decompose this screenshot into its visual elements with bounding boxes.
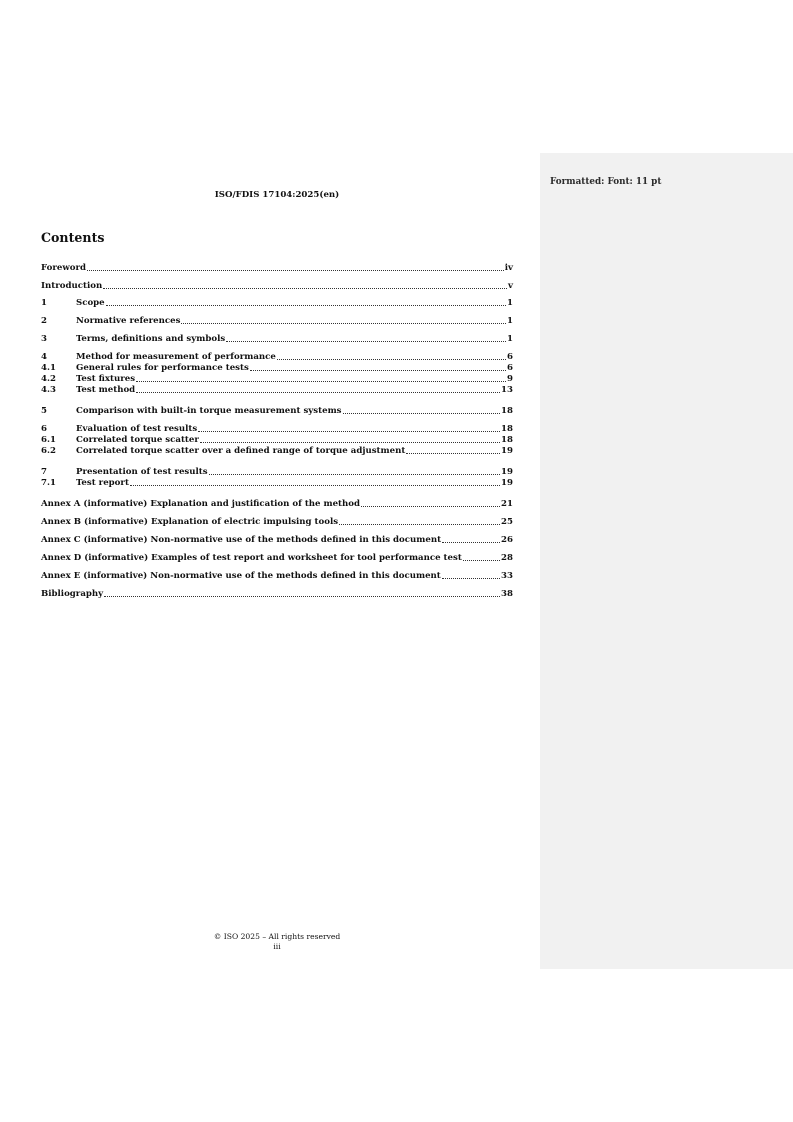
toc-entry-title: Annex B (informative) Explanation of electric impulsing tools [41, 517, 339, 527]
dot-leader [463, 560, 500, 561]
comments-pane [540, 153, 793, 969]
toc-entry[interactable] [41, 373, 513, 384]
dot-leader [361, 506, 500, 507]
toc-entry-title: Normative references [76, 316, 181, 326]
dot-leader [406, 453, 500, 454]
document-identifier: ISO/FDIS 17104:2025(en) [214, 190, 340, 200]
toc-entry-title: Annex D (informative) Examples of test report and worksheet for tool performance test [41, 553, 462, 563]
toc-entry-page: iv [504, 263, 513, 273]
toc-entry-title: Correlated torque scatter [76, 435, 199, 445]
toc-entry[interactable] [41, 466, 513, 477]
toc-entry-page: 18 [501, 424, 513, 434]
dot-leader [136, 381, 506, 382]
toc-entry-number: 6.1 [41, 435, 56, 445]
toc-entry-number: 5 [41, 406, 47, 416]
toc-entry-title: Test report [76, 478, 129, 488]
toc-entry-page: 18 [501, 435, 513, 445]
toc-entry-page: v [508, 281, 513, 291]
toc-entry-number: 4 [41, 352, 47, 362]
toc-entry-title: Annex C (informative) Non-normative use of the methods defined in this document [41, 535, 442, 545]
toc-entry[interactable] [41, 333, 513, 344]
toc-entry-title: Evaluation of test results [76, 424, 198, 434]
dot-leader [87, 270, 504, 271]
toc-entry-title: Method for measurement of performance [76, 352, 276, 362]
toc-entry-title: Comparison with built-in torque measurement systems [76, 406, 342, 416]
toc-entry-number: 6.2 [41, 446, 56, 456]
toc-entry-title: Correlated torque scatter over a defined range of torque adjustment [76, 446, 406, 456]
toc-entry-number: 1 [41, 298, 47, 308]
toc-entry-title: Foreword [41, 263, 87, 273]
toc-entry-number: 4.1 [41, 363, 56, 373]
toc-entry-page: 33 [501, 571, 513, 581]
dot-leader [200, 442, 500, 443]
dot-leader [442, 542, 500, 543]
dot-leader [209, 474, 500, 475]
toc-entry[interactable] [41, 262, 513, 273]
toc-entry-page: 19 [501, 478, 513, 488]
toc-entry[interactable] [41, 405, 513, 416]
toc-entry-title: Presentation of test results [76, 467, 208, 477]
toc-entry[interactable] [41, 280, 513, 291]
toc-entry-title: Bibliography [41, 589, 104, 599]
page-number: iii [273, 942, 281, 951]
dot-leader [250, 370, 506, 371]
toc-entry[interactable] [41, 315, 513, 326]
dot-leader [226, 341, 506, 342]
dot-leader [136, 392, 500, 393]
toc-title: Contents [41, 230, 105, 245]
toc-entry[interactable] [41, 516, 513, 527]
toc-entry-page: 1 [507, 316, 513, 326]
toc-entry[interactable] [41, 534, 513, 545]
toc-entry[interactable] [41, 434, 513, 445]
dot-leader [130, 485, 500, 486]
toc-entry-number: 4.2 [41, 374, 56, 384]
toc-entry-number: 3 [41, 334, 47, 344]
toc-entry-title: Terms, definitions and symbols [76, 334, 226, 344]
toc-entry-page: 19 [501, 467, 513, 477]
toc-entry-page: 26 [501, 535, 513, 545]
toc-entry-page: 13 [501, 385, 513, 395]
toc-entry[interactable] [41, 477, 513, 488]
toc-entry-page: 6 [507, 363, 513, 373]
toc-entry[interactable] [41, 297, 513, 308]
toc-entry-page: 21 [501, 499, 513, 509]
dot-leader [103, 288, 507, 289]
dot-leader [339, 524, 500, 525]
toc-entry-title: Annex A (informative) Explanation and justification of the method [41, 499, 361, 509]
toc-entry-page: 18 [501, 406, 513, 416]
toc-entry[interactable] [41, 362, 513, 373]
toc-entry[interactable] [41, 588, 513, 599]
dot-leader [181, 323, 506, 324]
toc-entry-title: Test fixtures [76, 374, 136, 384]
toc-entry-number: 4.3 [41, 385, 56, 395]
toc-entry-page: 6 [507, 352, 513, 362]
toc-entry-number: 6 [41, 424, 47, 434]
dot-leader [104, 596, 500, 597]
toc-entry-title: Scope [76, 298, 105, 308]
toc-entry[interactable] [41, 570, 513, 581]
toc-entry[interactable] [41, 351, 513, 362]
toc-entry-page: 1 [507, 334, 513, 344]
dot-leader [106, 305, 506, 306]
formatting-comment[interactable]: Formatted: Font: 11 pt [550, 177, 662, 187]
dot-leader [343, 413, 501, 414]
toc-entry-page: 28 [501, 553, 513, 563]
dot-leader [442, 578, 500, 579]
toc-entry[interactable] [41, 384, 513, 395]
toc-entry-number: 2 [41, 316, 47, 326]
toc-entry-page: 19 [501, 446, 513, 456]
toc-entry-number: 7 [41, 467, 47, 477]
page-footer [41, 932, 513, 952]
toc-entry[interactable] [41, 552, 513, 563]
toc-entry[interactable] [41, 498, 513, 509]
toc-entry[interactable] [41, 423, 513, 434]
toc-entry-number: 7.1 [41, 478, 56, 488]
toc-entry-title: Introduction [41, 281, 103, 291]
toc-entry-page: 25 [501, 517, 513, 527]
toc-entry[interactable] [41, 445, 513, 456]
toc-entry-page: 1 [507, 298, 513, 308]
toc-entry-title: General rules for performance tests [76, 363, 249, 373]
toc-entry-title: Test method [76, 385, 136, 395]
copyright-notice: © ISO 2025 – All rights reserved [213, 932, 341, 941]
toc-entry-page: 38 [501, 589, 513, 599]
dot-leader [198, 431, 500, 432]
dot-leader [277, 359, 506, 360]
toc-entry-title: Annex E (informative) Non-normative use of the methods defined in this document [41, 571, 441, 581]
toc-entry-page: 9 [507, 374, 513, 384]
